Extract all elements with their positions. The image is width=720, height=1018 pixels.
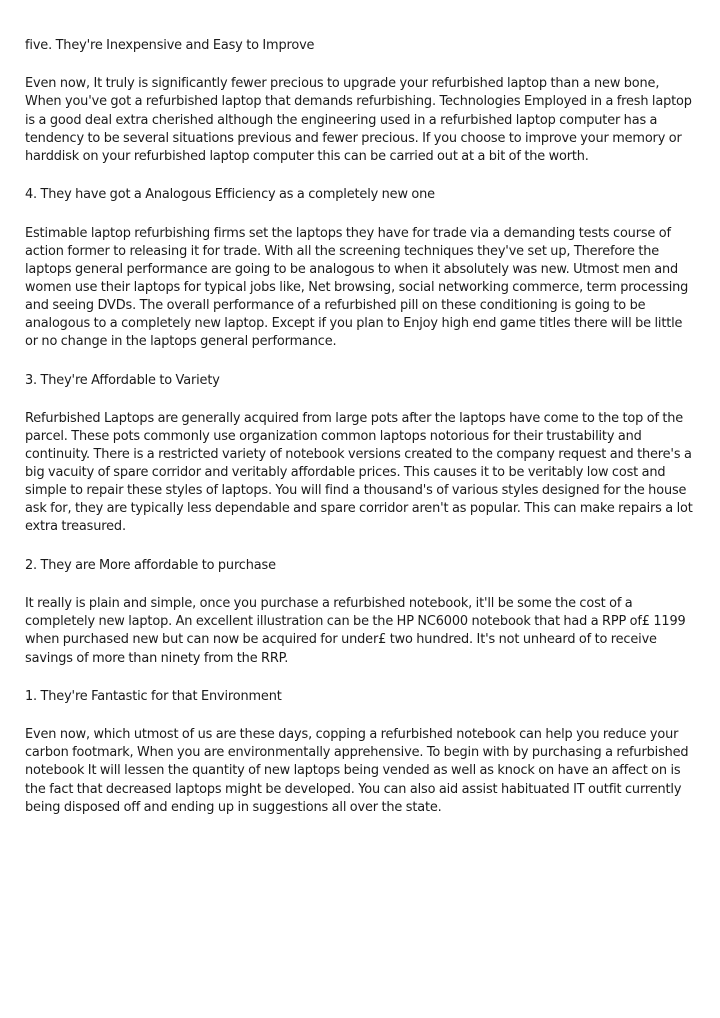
section-heading-1: 1. They're Fantastic for that Environment (25, 688, 282, 704)
section-body-2: It really is plain and simple, once you purchase a refurbished notebook, it'll be some the cost of a completely new laptop. An excellent illustration can be the HP NC6000 notebook that had a RPP of£ 1199 when purchased new but can now be acquired for under£ two hundred. It's not unheard of to receive savings of more than ninety from the RRP. (25, 596, 686, 666)
section-heading-3: 3. They're Affordable to Variety (25, 372, 220, 388)
section-body-1: Even now, which utmost of us are these days, copping a refurbished notebook can help you reduce your carbon footmark, When you are environmentally apprehensive. To begin with by purchasing a refurbished notebook It will lessen the quantity of new laptops being vended as well as knock on have an affect on is the fact that decreased laptops might be developed. You can also aid assist habituated IT outfit currently being disposed off and ending up in suggestions all over the state. (25, 727, 689, 815)
section-heading-4: 4. They have got a Analogous Efficiency as a completely new one (25, 187, 435, 203)
section-heading-5: five. They're Inexpensive and Easy to Improve (25, 38, 315, 53)
section-body-3: Refurbished Laptops are generally acquired from large pots after the laptops have come to the top of the parcel. These pots commonly use organization common laptops notorious for their trustability and continuity. There is a restricted variety of notebook versions created to the company request and there's a big vacuity of spare corridor and veritably affordable prices. This causes it to be veritably low cost and simple to repair these styles of laptops. You will find a thousand's of various styles designed for the house ask for, they are typically less dependable and spare corridor aren't as popular. This can make repairs a lot extra treasured. (25, 410, 693, 535)
section-body-4: Estimable laptop refurbishing firms set the laptops they have for trade via a demanding tests course of action former to releasing it for trade. With all the screening techniques they've set up, Therefore the laptops general performance are going to be analogous to when it absolutely was new. Utmost men and women use their laptops for typical jobs like, Net browsing, social networking commerce, term processing and seeing DVDs. The overall performance of a refurbished pill on these conditioning is going to be analogous to a completely new laptop. Except if you plan to Enjoy high end game titles there will be little or no change in the laptops general performance. (25, 225, 689, 350)
section-body-5: Even now, It truly is significantly fewer precious to upgrade your refurbished laptop than a new bone, When you've got a refurbished laptop that demands refurbishing. Technologies Employed in a fresh laptop is a good deal extra cherished although the engineering used in a refurbished laptop computer has a tendency to be several situations previous and fewer precious. If you choose to improve your memory or harddisk on your refurbished laptop computer this can be carried out at a bit of the worth. (25, 76, 692, 164)
section-heading-2: 2. They are More affordable to purchase (25, 557, 276, 573)
